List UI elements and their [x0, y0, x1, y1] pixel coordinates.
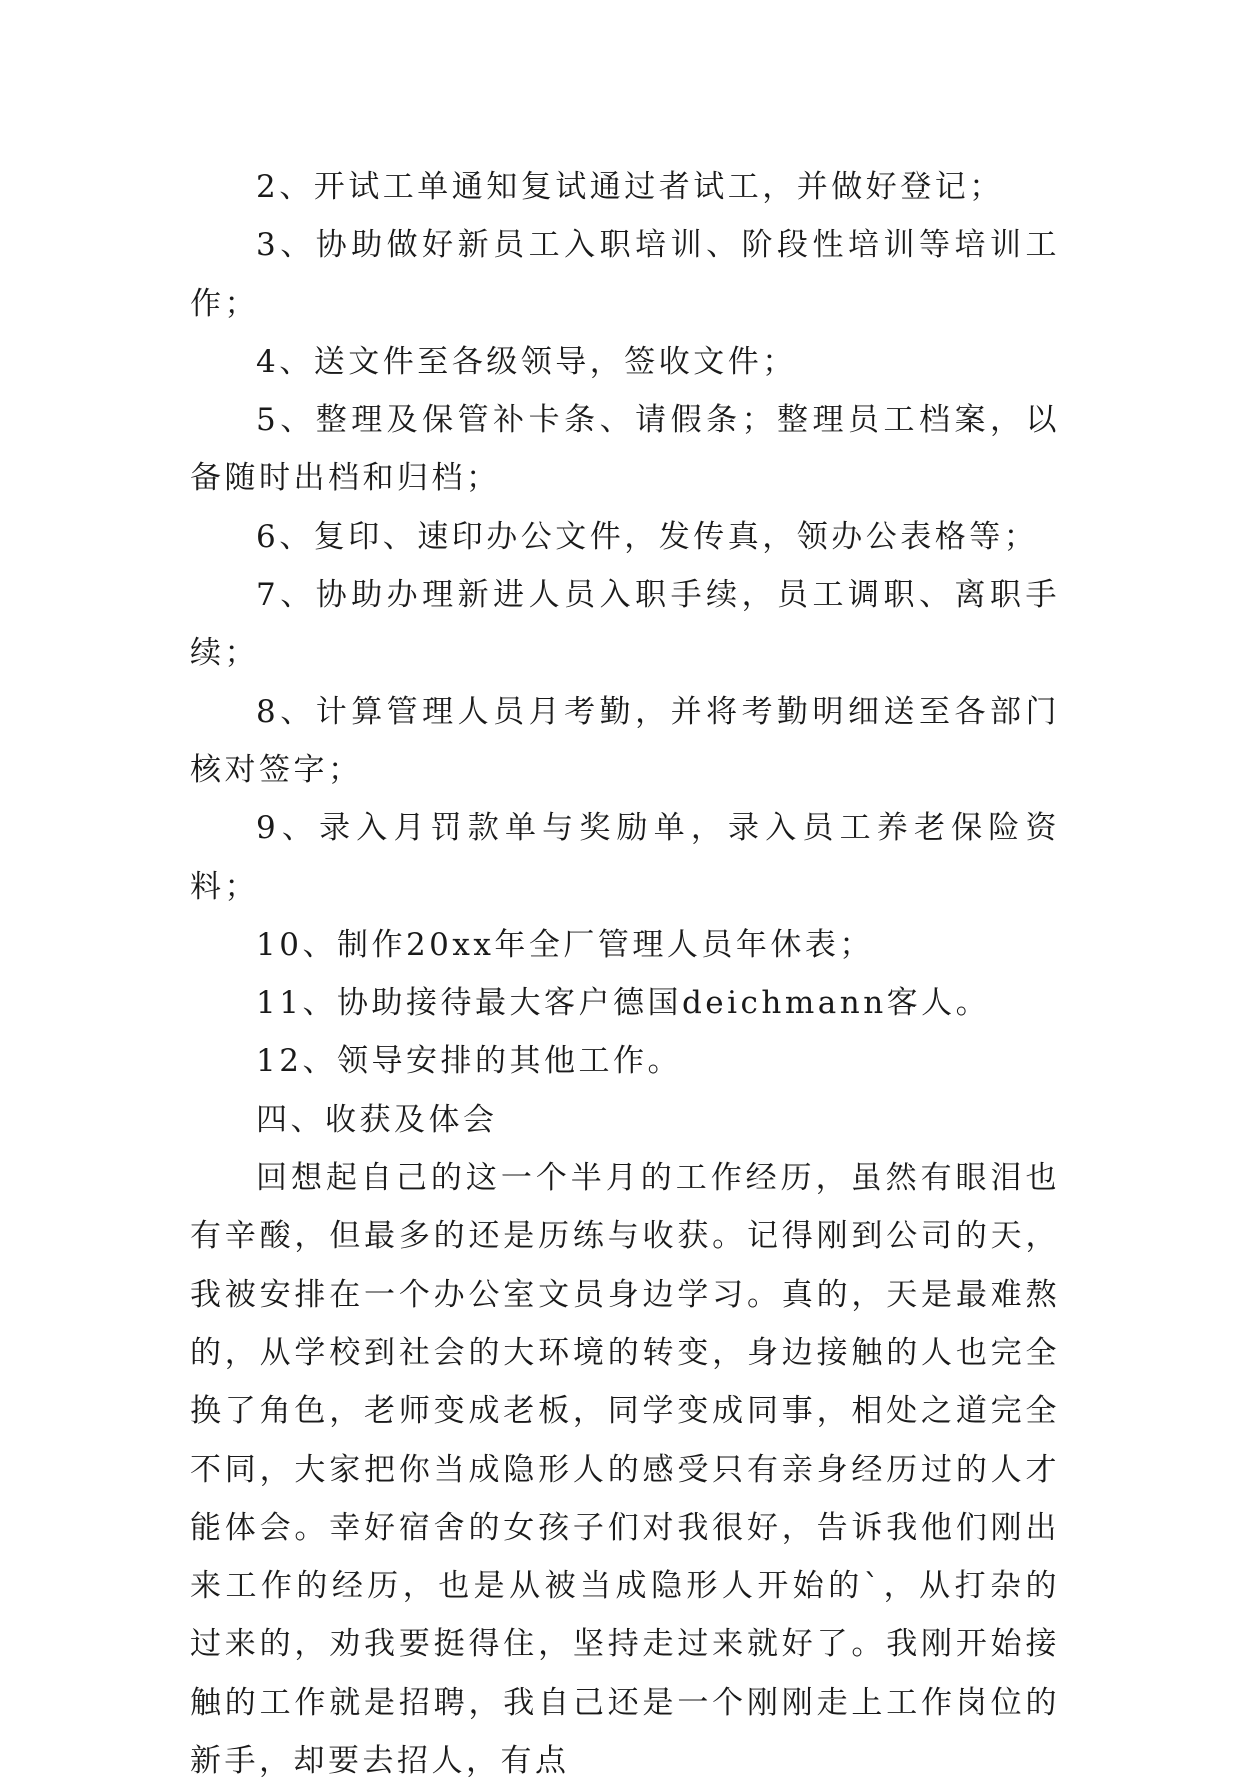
list-item-7: 7、协助办理新进人员入职手续，员工调职、离职手续；: [190, 577, 1060, 672]
list-item-6: 6、复印、速印办公文件，发传真，领办公表格等；: [256, 518, 1039, 555]
list-item-10: 10、制作20xx年全厂管理人员年休表；: [256, 926, 874, 963]
list-item-12: 12、领导安排的其他工作。: [256, 1043, 682, 1080]
section-heading: 四、收获及体会: [256, 1101, 498, 1138]
list-item-9: 9、录入月罚款单与奖励单，录入员工养老保险资料；: [190, 810, 1060, 905]
list-item-8: 8、计算管理人员月考勤，并将考勤明细送至各部门核对签字；: [190, 693, 1060, 788]
body-paragraph: 回想起自己的这一个半月的工作经历，虽然有眼泪也有辛酸，但最多的还是历练与收获。记得刚到公司的天，我被安排在一个办公室文员身边学习。真的，天是最难熬的，从学校到社会的大环境的转变，身边接触的人也完全换了角色，老师变成老板，同学变成同事，相处之道完全不同，大家把你当成隐形人的感受只有亲身经历过的人才能体会。幸好宿舍的女孩子们对我很好，告诉我他们刚出来工作的经历，也是从被当成隐形人开始的`，从打杂的过来的，劝我要挺得住，坚持走过来就好了。我刚开始接触的工作就是招聘，我自己还是一个刚刚走上工作岗位的新手，却要去招人，有点: [190, 1160, 1060, 1780]
list-item-5: 5、整理及保管补卡条、请假条；整理员工档案，以备随时出档和归档；: [190, 402, 1060, 497]
list-item-11: 11、协助接待最大客户德国deichmann客人。: [256, 985, 991, 1022]
list-item-3: 3、协助做好新员工入职培训、阶段性培训等培训工作；: [190, 227, 1060, 322]
list-item-4: 4、送文件至各级领导，签收文件；: [256, 343, 797, 380]
list-item-2: 2、开试工单通知复试通过者试工，并做好登记；: [256, 169, 1004, 205]
document-body: [190, 158, 1060, 1790]
